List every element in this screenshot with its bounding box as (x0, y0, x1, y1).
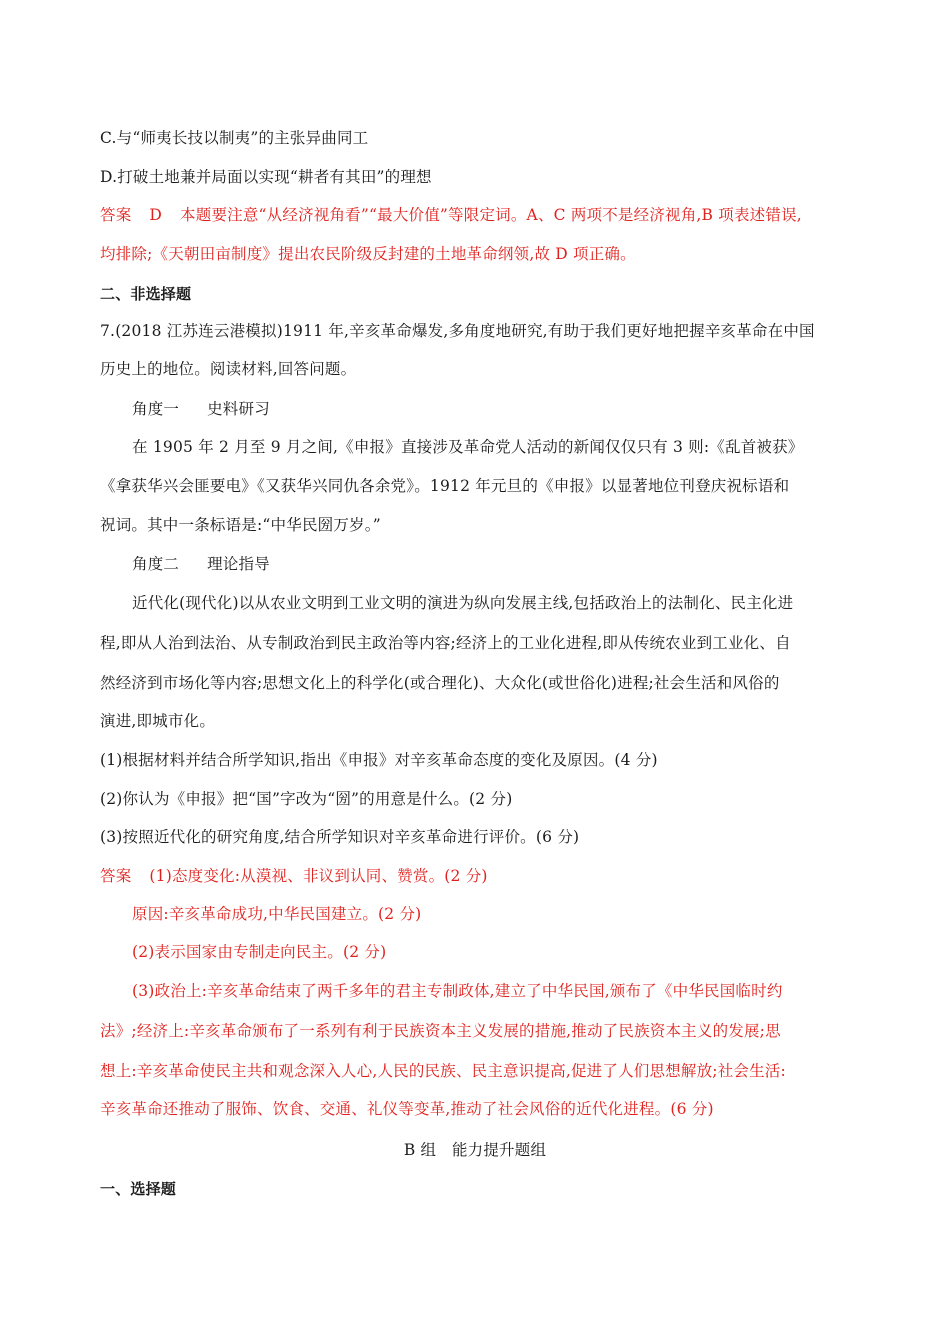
answer-7-part-3-line: 法》;经济上:辛亥革命颁布了一系列有利于民族资本主义发展的措施,推动了民族资本主义的发展;思 (100, 1022, 781, 1040)
answer-label: 答案 (100, 867, 132, 885)
material-2-line: 近代化(现代化)以从农业文明到工业文明的演进为纵向发展主线,包括政治上的法制化、民主化进 (132, 594, 794, 612)
sub-question-1: (1)根据材料并结合所学知识,指出《申报》对辛亥革命态度的变化及原因。(4 分) (100, 751, 658, 769)
section-title-nonchoice: 二、非选择题 (100, 285, 192, 303)
answer-7-part-3-line: (3)政治上:辛亥革命结束了两千多年的君主专制政体,建立了中华民国,颁布了《中华民国临时约 (132, 982, 783, 1000)
angle-1-label: 角度一 (132, 400, 180, 418)
material-2-line: 程,即从人治到法治、从专制政治到民主政治等内容;经济上的工业化进程,即从传统农业到工业化、自 (100, 634, 791, 652)
question-7-stem-1: 7.(2018 江苏连云港模拟)1911 年,辛亥革命爆发,多角度地研究,有助于我们更好地把握辛亥革命在中国 (100, 322, 815, 340)
material-1-line: 在 1905 年 2 月至 9 月之间,《申报》直接涉及革命党人活动的新闻仅仅只有 3 则:《乱首被获》 (132, 438, 804, 456)
section-title-choice: 一、选择题 (100, 1180, 177, 1198)
material-2-line: 然经济到市场化等内容;思想文化上的科学化(或合理化)、大众化(或世俗化)进程;社会生活和风俗的 (100, 674, 780, 692)
answer-7-reason: 原因:辛亥革命成功,中华民国建立。(2 分) (132, 905, 422, 923)
answer-label: 答案 (100, 206, 132, 224)
group-b-title: B 组 能力提升题组 (403, 1141, 547, 1159)
angle-2-title: 理论指导 (207, 555, 270, 573)
material-2-line: 演进,即城市化。 (100, 712, 216, 730)
angle-2-label: 角度二 (132, 555, 180, 573)
answer-7-part-3-line: 想上:辛亥革命使民主共和观念深入人心,人民的民族、民主意识提高,促进了人们思想解放;社会生活: (100, 1062, 786, 1080)
material-1-line: 祝词。其中一条标语是:“中华民圀万岁。” (100, 516, 381, 534)
sub-question-2: (2)你认为《申报》把“国”字改为“圀”的用意是什么。(2 分) (100, 790, 513, 808)
sub-question-3: (3)按照近代化的研究角度,结合所学知识对辛亥革命进行评价。(6 分) (100, 828, 580, 846)
answer-7-part-3-line: 辛亥革命还推动了服饰、饮食、交通、礼仪等变革,推动了社会风俗的近代化进程。(6 分) (100, 1100, 714, 1118)
answer-7-part-2: (2)表示国家由专制走向民主。(2 分) (132, 943, 387, 961)
answer-explanation: 本题要注意“从经济视角看”“最大价值”等限定词。A、C 两项不是经济视角,B 项表述错误, (180, 206, 802, 224)
angle-1-title: 史料研习 (207, 400, 270, 418)
answer-choice: D (149, 206, 163, 224)
option-d: D.打破土地兼并局面以实现“耕者有其田”的理想 (100, 168, 432, 186)
question-7-stem-2: 历史上的地位。阅读材料,回答问题。 (100, 360, 357, 378)
answer-6-line-1 (100, 204, 802, 226)
option-c: C.与“师夷长技以制夷”的主张异曲同工 (100, 129, 369, 147)
answer-6-line-2: 均排除;《天朝田亩制度》提出农民阶级反封建的土地革命纲领,故 D 项正确。 (100, 245, 636, 263)
angle-1-heading (132, 398, 270, 420)
angle-2-heading (132, 553, 270, 575)
answer-7-part-1: (1)态度变化:从漠视、非议到认同、赞赏。(2 分) (149, 867, 488, 885)
material-1-line: 《拿获华兴会匪要电》《又获华兴同仇各余党》。1912 年元旦的《申报》以显著地位刊登庆祝标语和 (100, 477, 790, 495)
answer-7-line-1 (100, 865, 488, 887)
